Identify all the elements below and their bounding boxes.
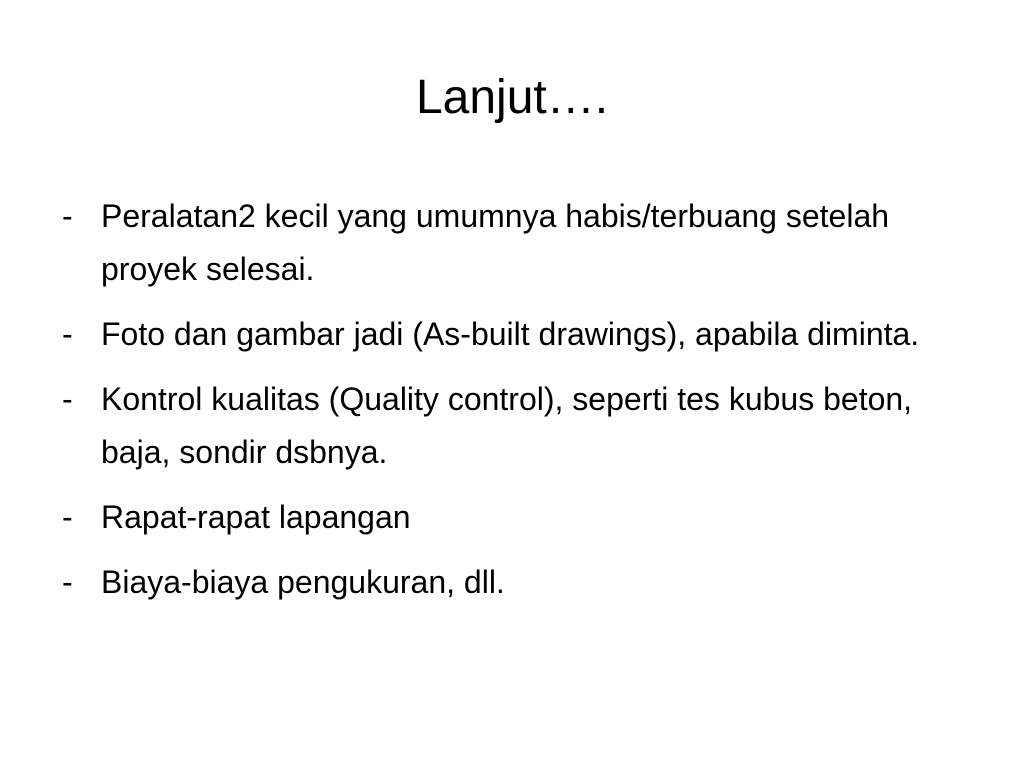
bullet-item [62,308,962,361]
bullet-text: Biaya-biaya pengukuran, dll. [101,564,505,600]
bullet-item [62,491,962,544]
bullet-text: Peralatan2 kecil yang umumnya habis/terbuang setelah proyek selesai. [101,198,890,287]
bullet-marker: - [62,381,73,417]
bullet-item [62,556,962,609]
bullet-text: Foto dan gambar jadi (As-built drawings), apabila diminta. [101,316,920,352]
bullet-marker: - [62,564,73,600]
bullet-item [62,373,962,479]
bullet-item [62,190,962,296]
slide-title: Lanjut…. [415,71,609,124]
bullet-marker: - [62,198,73,234]
bullet-text: Rapat-rapat lapangan [101,499,411,535]
bullet-list [62,190,962,621]
bullet-marker: - [62,499,73,535]
bullet-text: Kontrol kualitas (Quality control), seperti tes kubus beton, baja, sondir dsbnya. [101,381,913,470]
bullet-marker: - [62,316,73,352]
